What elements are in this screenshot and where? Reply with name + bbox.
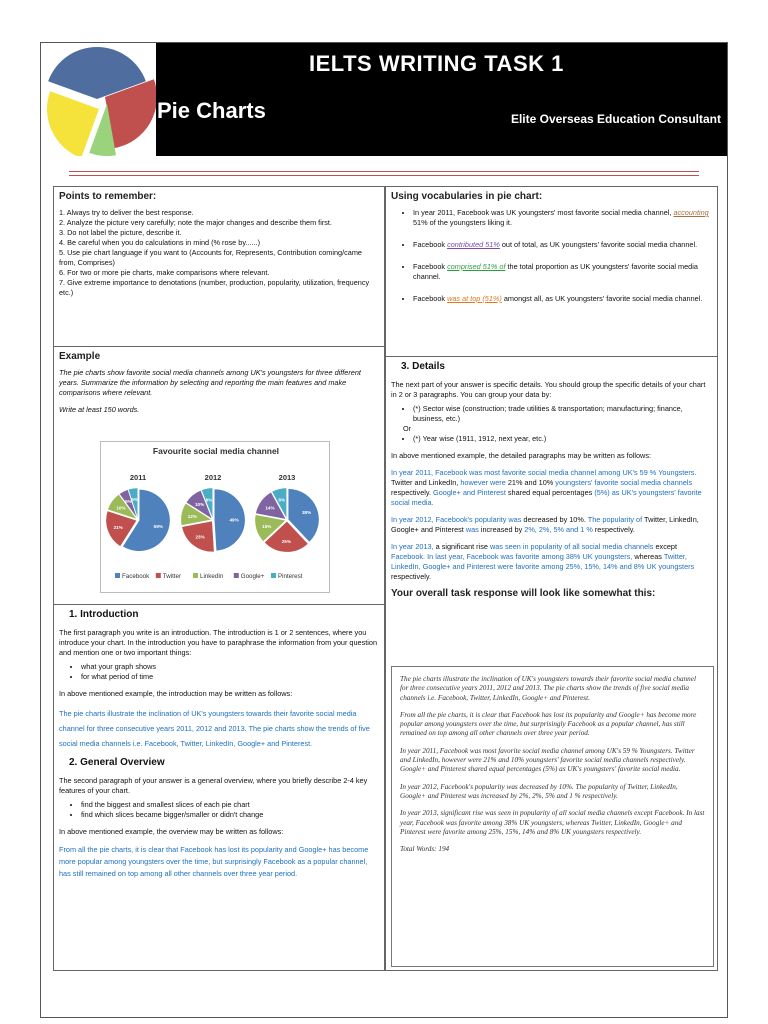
list-item: • what your graph shows bbox=[81, 662, 379, 672]
pie-chart-svg bbox=[101, 442, 331, 594]
introduction-sample: The pie charts illustrate the inclination of UK's youngsters towards their favorite social media channel for three consecutive years 2011, 2012 and 2013. The pie charts show the trends of five social media channels i.e. Facebook, Twitter, LinkedIn, Google+ and Pinterest. bbox=[59, 709, 370, 748]
text-run: Twitter and LinkedIn, bbox=[391, 478, 461, 487]
text-run: a significant rise bbox=[435, 542, 490, 551]
example-prompt: The pie charts show favorite social media channels among UK's youngsters for three different years. Summarize the information by selecting and reporting the main features and make comparisons where relevant. bbox=[59, 368, 361, 397]
legend-swatch bbox=[115, 573, 120, 578]
details-section bbox=[386, 357, 717, 972]
text-run: In year 2011, Facebook was most favorite social media channel among UK's 59 % Youngsters. bbox=[391, 468, 697, 477]
chart-title: Favourite social media channel bbox=[152, 446, 280, 456]
response-paragraph: In year 2011, Facebook was most favorite social media channel among UK's 59 % Youngsters. Twitter and LinkedIn, however were 21% and 10% youngsters' favorite social media channels respectively. Google+ and Pinterest shared equal percentages (5%) as UK's youngsters' favorite social media. bbox=[400, 746, 695, 774]
example-heading: Example bbox=[59, 351, 101, 362]
overview-lead: In above mentioned example, the overview may be written as follows: bbox=[59, 827, 284, 836]
legend-label: Twitter bbox=[162, 573, 182, 580]
legend-label: Pinterest bbox=[278, 573, 303, 580]
list-item: • (*) Year wise (1911, 1912, next year, etc.) bbox=[413, 434, 712, 444]
text-run: Google+ and Pinterest bbox=[433, 488, 508, 497]
list-item: 6. For two or more pie charts, make comparisons where relevant. bbox=[59, 268, 270, 277]
introduction-heading: 1. Introduction bbox=[69, 609, 139, 620]
header-banner bbox=[41, 43, 727, 156]
list-item: 4. Be careful when you do calculations in mind (% rose by......) bbox=[59, 238, 261, 247]
divider-line bbox=[69, 171, 699, 172]
pie-logo-icon bbox=[41, 43, 156, 156]
text-run: In year 2013, bbox=[391, 542, 436, 551]
points-section bbox=[54, 187, 384, 347]
details-paragraph-2013 bbox=[391, 542, 712, 582]
right-column bbox=[385, 186, 718, 971]
legend-label: Facebook bbox=[122, 573, 150, 580]
details-lead: In above mentioned example, the detailed paragraphs may be written as follows: bbox=[391, 451, 652, 460]
response-paragraph: In year 2012, Facebook's popularity was decreased by 10%. The popularity of Twitter, LinkedIn, Google+ and Pinterest was increased by 2%, 2%, 5% and 1 % respectively. bbox=[400, 782, 678, 800]
details-heading: 3. Details bbox=[401, 361, 445, 372]
text-run: whereas bbox=[634, 552, 664, 561]
text-run: 2%, 2%, 5% and 1 % bbox=[524, 525, 595, 534]
example-section bbox=[54, 347, 384, 605]
slice-label: 5% bbox=[131, 497, 139, 503]
vocabulary-section bbox=[386, 187, 717, 357]
slice-label: 15% bbox=[262, 523, 272, 529]
left-column bbox=[53, 186, 385, 971]
list-item: • Facebook contributed 51% out of total, as UK youngsters' favorite social media channel. bbox=[413, 240, 712, 250]
slice-label: 49% bbox=[229, 517, 239, 523]
text-run: was seen in popularity of all social media channels bbox=[489, 542, 656, 551]
details-text: The next part of your answer is specific details. You should group the specific details of your chart in 2 or 3 paragraphs. You can group your data by: bbox=[391, 380, 706, 399]
vocab-term: contributed 51% bbox=[447, 240, 500, 249]
introduction-lead: In above mentioned example, the introduction may be written as follows: bbox=[59, 689, 293, 698]
divider-line bbox=[69, 175, 699, 176]
list-item: • Facebook comprised 51% of the total proportion as UK youngsters' favorite social media channel. bbox=[413, 262, 712, 282]
list-item: 1. Always try to deliver the best response. bbox=[59, 208, 194, 217]
legend-swatch bbox=[193, 573, 198, 578]
response-paragraph: From all the pie charts, it is clear that Facebook has lost its popularity and Google+ has become more popular among youngsters over the time, but surprisingly Facebook as a popular channel, has still remained on top among all other channels over three year period. bbox=[400, 710, 697, 738]
pie-logo bbox=[41, 43, 156, 156]
details-bullets bbox=[391, 404, 712, 424]
details-bullets-2 bbox=[391, 434, 712, 444]
series-label: 2013 bbox=[278, 473, 296, 482]
legend-swatch bbox=[156, 573, 161, 578]
overview-sample: From all the pie charts, it is clear that Facebook has lost its popularity and Google+ has become more popular among youngsters over the time, but surprisingly Facebook as a popular channel, has still remained on top among all other channels over three year period. bbox=[59, 845, 369, 878]
example-instruction: Write at least 150 words. bbox=[59, 405, 140, 414]
text-run: youngsters' favorite social media channels bbox=[555, 478, 693, 487]
text-run: Facebook. In last year, Facebook was favorite among 38% UK youngsters, bbox=[391, 552, 635, 561]
vocab-term: comprised 51% of bbox=[447, 262, 506, 271]
details-paragraph-2012 bbox=[391, 515, 712, 535]
slice-label: 59% bbox=[153, 523, 163, 529]
list-item: • find which slices became bigger/smaller or didn't change bbox=[81, 810, 379, 820]
text-run: In year 2012, Facebook's popularity was bbox=[391, 515, 524, 524]
slice-label: 10% bbox=[194, 501, 205, 507]
vocab-term: accounting bbox=[673, 208, 709, 217]
worksheet-page bbox=[40, 42, 728, 1018]
text-run: except bbox=[655, 542, 677, 551]
word-count: Total Words: 194 bbox=[400, 845, 450, 854]
overview-heading: 2. General Overview bbox=[69, 757, 165, 768]
series-label: 2012 bbox=[204, 473, 222, 482]
page-subtitle: Pie Charts bbox=[157, 98, 266, 123]
text-run: Twitter, LinkedIn, Google+ and Pinterest bbox=[391, 515, 699, 534]
list-item: 2. Analyze the picture very carefully; note the major changes and describe them first. bbox=[59, 218, 332, 227]
vocab-term: was at top (51%) bbox=[447, 294, 502, 303]
organization-name: Elite Overseas Education Consultant bbox=[510, 112, 721, 126]
legend-label: Google+ bbox=[240, 573, 265, 580]
text-run: however were bbox=[460, 478, 508, 487]
overview-bullets bbox=[59, 800, 379, 820]
introduction-text: The first paragraph you write is an introduction. The introduction is 1 or 2 sentences, where you introduce your chart. In the introduction you have to paraphrase the information from your question and mention one or two important things: bbox=[59, 628, 378, 657]
slice-label: 5% bbox=[125, 499, 132, 505]
text-run: 21% and 10% bbox=[507, 478, 556, 487]
overview-text: The second paragraph of your answer is a general overview, where you briefly describe 2-4 key features of your chart. bbox=[59, 776, 368, 795]
legend-swatch bbox=[234, 573, 239, 578]
response-paragraph: In year 2013, significant rise was seen in popularity of all social media channels except Facebook. In last year, Facebook was favorite among 38% UK youngsters, whereas Twitter, LinkedIn, Google+ and Pinterest were favorite among 25%, 15%, 14% and 8% UK youngsters respectively. bbox=[400, 809, 705, 836]
slice-label: 25% bbox=[281, 539, 291, 545]
details-or: Or bbox=[403, 424, 412, 433]
slice-label: 12% bbox=[187, 514, 197, 520]
legend-label: LinkedIn bbox=[200, 573, 224, 580]
slice-label: 38% bbox=[301, 510, 312, 516]
text-run: The popularity of bbox=[587, 515, 645, 524]
list-item: • In year 2011, Facebook was UK youngsters' most favorite social media channel, accounting 51% of the youngsters liking it. bbox=[413, 208, 712, 228]
text-run: decreased by 10%. bbox=[523, 515, 588, 524]
pie-chart-figure bbox=[100, 441, 330, 593]
slice-label: 21% bbox=[113, 525, 123, 531]
slice-label: 8% bbox=[278, 497, 286, 503]
text-run: respectively. bbox=[391, 488, 434, 497]
list-item: • find the biggest and smallest slices of each pie chart bbox=[81, 800, 379, 810]
slice-label: 10% bbox=[116, 505, 126, 511]
sample-response bbox=[391, 666, 714, 967]
text-run: was bbox=[465, 525, 481, 534]
series-label: 2011 bbox=[129, 473, 147, 482]
vocabulary-list bbox=[391, 208, 712, 304]
legend-swatch bbox=[271, 573, 276, 578]
list-item: 3. Do not label the picture, describe it. bbox=[59, 228, 182, 237]
introduction-overview-section bbox=[54, 605, 384, 972]
response-heading: Your overall task response will look like somewhat this: bbox=[391, 588, 656, 599]
introduction-bullets bbox=[59, 662, 379, 682]
points-heading: Points to remember: bbox=[59, 191, 157, 202]
page-title: IELTS WRITING TASK 1 bbox=[309, 51, 564, 76]
list-item: • (*) Sector wise (construction; trade utilities & transportation; manufacturing; finance, business, etc.) bbox=[413, 404, 712, 424]
slice-label: 14% bbox=[265, 505, 275, 511]
text-run: respectively. bbox=[391, 572, 432, 581]
vocabulary-heading: Using vocabularies in pie chart: bbox=[391, 191, 543, 202]
logo-slice bbox=[47, 91, 99, 156]
text-run: Twitter, LinkedIn, Google+ and Pinterest were favorite among 25%, 15%, 14% and 8% UK youngsters bbox=[391, 552, 695, 571]
slice-label: 6% bbox=[205, 497, 213, 503]
list-item: • for what period of time bbox=[81, 672, 379, 682]
details-paragraph-2011 bbox=[391, 468, 712, 508]
points-list bbox=[59, 208, 379, 298]
list-item: • Facebook was at top (51%) amongst all, as UK youngsters' favorite social media channel. bbox=[413, 294, 712, 304]
text-run: (5%) as UK's youngsters' favorite social media. bbox=[391, 488, 702, 507]
slice-label: 23% bbox=[195, 534, 205, 540]
list-item: 5. Use pie chart language if you want to (Accounts for, Represents, Contribution coming/came from, Comprises) bbox=[59, 248, 362, 267]
text-run: respectively. bbox=[594, 525, 635, 534]
text-run: shared equal percentages bbox=[507, 488, 595, 497]
response-paragraph: The pie charts illustrate the inclination of UK's youngsters towards their favorite social media channel for three consecutive years 2011, 2012 and 2013. The pie charts show the trends of five social media channels i.e. Facebook, Twitter, LinkedIn, Google+ and Pinterest. bbox=[400, 675, 696, 702]
text-run: increased by bbox=[480, 525, 525, 534]
list-item: 7. Give extreme importance to denotations (number, production, popularity, utilization, frequency etc.) bbox=[59, 278, 370, 297]
